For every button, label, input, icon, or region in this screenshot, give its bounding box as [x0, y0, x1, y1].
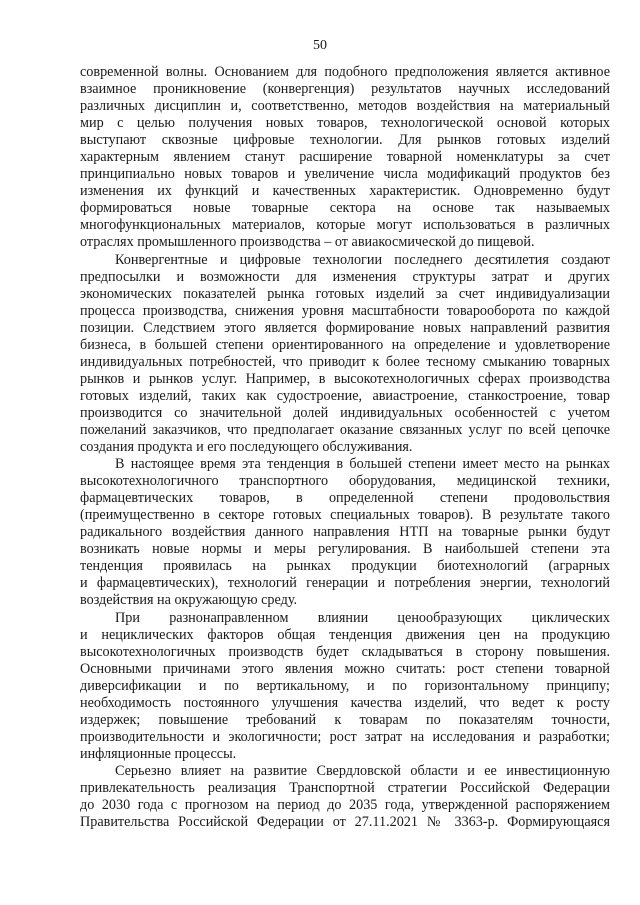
paragraph-line: радикального воздействия данного направления НТП на товарные рынки будут: [80, 524, 610, 541]
paragraph-line: индивидуальных потребностей, что приводит к более тесному смыканию товарных: [80, 353, 610, 370]
paragraph-line: Основными причинами этого явления можно считать: рост степени товарной: [80, 660, 610, 677]
paragraph-line: высокотехнологичного транспортного оборудования, медицинской техники,: [80, 473, 610, 490]
document-body: [80, 64, 610, 831]
paragraph-line: возникать новые нормы и меры регулирования. В наибольшей степени эта: [80, 541, 610, 558]
paragraph-line: до 2030 года с прогнозом на период до 2035 года, утвержденной распоряжением: [80, 797, 610, 814]
paragraph-line: тенденция проявилась на рынках продукции биотехнологий (аграрных: [80, 558, 610, 575]
paragraph-line: производится со значительной долей индивидуальных особенностей с учетом: [80, 404, 610, 421]
paragraph-line: выступают сквозные цифровые технологии. Для рынков готовых изделий: [80, 132, 610, 149]
paragraph-line: пожеланий заказчиков, что предполагает оказание связанных услуг по всей цепочке: [80, 421, 610, 438]
paragraph-line: и фармацевтических), технологий генерации и потребления энергии, технологий: [80, 575, 610, 592]
paragraph-line: При разнонаправленном влиянии ценообразующих циклических: [115, 609, 610, 626]
page-number: 50: [313, 38, 327, 53]
paragraph-line: и нециклических факторов общая тенденция движения цен на продукцию: [80, 626, 610, 643]
paragraph-line: воздействия на окружающую среду.: [80, 592, 298, 609]
paragraph-line: формироваться новые товарные сектора на основе так называемых: [80, 200, 610, 217]
paragraph: [80, 610, 610, 763]
paragraph-line: диверсификации и по вертикальному, и по горизонтальному принципу;: [80, 677, 610, 694]
paragraph-line: привлекательность реализация Транспортной стратегии Российской Федерации: [80, 779, 610, 796]
paragraph-line: производительности и экологичности; рост затрат на исследования и разработки;: [80, 728, 610, 745]
paragraph-line: бизнеса, в большей степени ориентированного на определение и удовлетворение: [80, 336, 610, 353]
paragraph-line: характерным явлением станут расширение товарной номенклатуры за счет: [80, 149, 610, 166]
paragraph-line: высокотехнологичных производств будет складываться в сторону повышения.: [80, 643, 610, 660]
paragraph: [80, 252, 610, 457]
paragraph-line: готовых изделий, таких как судостроение, авиастроение, станкостроение, товар: [80, 387, 610, 404]
paragraph-line: издержек; повышение требований к товарам по показателям точности,: [80, 711, 610, 728]
paragraph-line: отраслях промышленного производства – от авиакосмической до пищевой.: [80, 234, 535, 251]
paragraph-line: изменения их функций и качественных характеристик. Одновременно будут: [80, 183, 610, 200]
paragraph: [80, 763, 610, 831]
paragraph-line: многофункциональных материалов, которые могут использоваться в различных: [80, 217, 610, 234]
paragraph-line: взаимное проникновение (конвергенция) результатов научных исследований: [80, 81, 610, 98]
paragraph-line: необходимость постоянного улучшения качества изделий, что ведет к росту: [80, 694, 610, 711]
paragraph-line: инфляционные процессы.: [80, 745, 237, 762]
paragraph-line: Серьезно влияет на развитие Свердловской области и ее инвестиционную: [115, 762, 610, 779]
paragraph-line: принципиально новых товаров и увеличение числа модификаций продуктов без: [80, 166, 610, 183]
paragraph-line: различных дисциплин и, соответственно, методов воздействия на материальный: [80, 98, 610, 115]
paragraph-line: мир с целью получения новых товаров, технологической основой которых: [80, 115, 610, 132]
paragraph-line: (преимущественно в секторе готовых специальных товаров). В результате такого: [80, 507, 610, 524]
paragraph-line: процесса производства, снижения уровня масштабности товарооборота по каждой: [80, 302, 610, 319]
paragraph: [80, 64, 610, 252]
paragraph-line: Конвергентные и цифровые технологии последнего десятилетия создают: [115, 251, 610, 268]
paragraph-line: рынков и рынков услуг. Например, в высокотехнологичных сферах производства: [80, 370, 610, 387]
paragraph: [80, 456, 610, 609]
paragraph-line: позиции. Следствием этого является формирование новых направлений развития: [80, 319, 610, 336]
paragraph-line: экономических показателей рынка готовых изделий за счет индивидуализации: [80, 285, 610, 302]
paragraph-line: В настоящее время эта тенденция в большей степени имеет место на рынках: [115, 456, 610, 473]
paragraph-line: создания продукта и его последующего обслуживания.: [80, 439, 413, 456]
paragraph-line: Правительства Российской Федерации от 27.11.2021 № 3363-р. Формирующаяся: [80, 814, 610, 831]
paragraph-line: предпосылки и возможности для изменения структуры затрат и других: [80, 268, 610, 285]
paragraph-line: фармацевтических товаров, в определенной степени продовольствия: [80, 490, 610, 507]
paragraph-line: современной волны. Основанием для подобного предположения является активное: [80, 64, 610, 80]
